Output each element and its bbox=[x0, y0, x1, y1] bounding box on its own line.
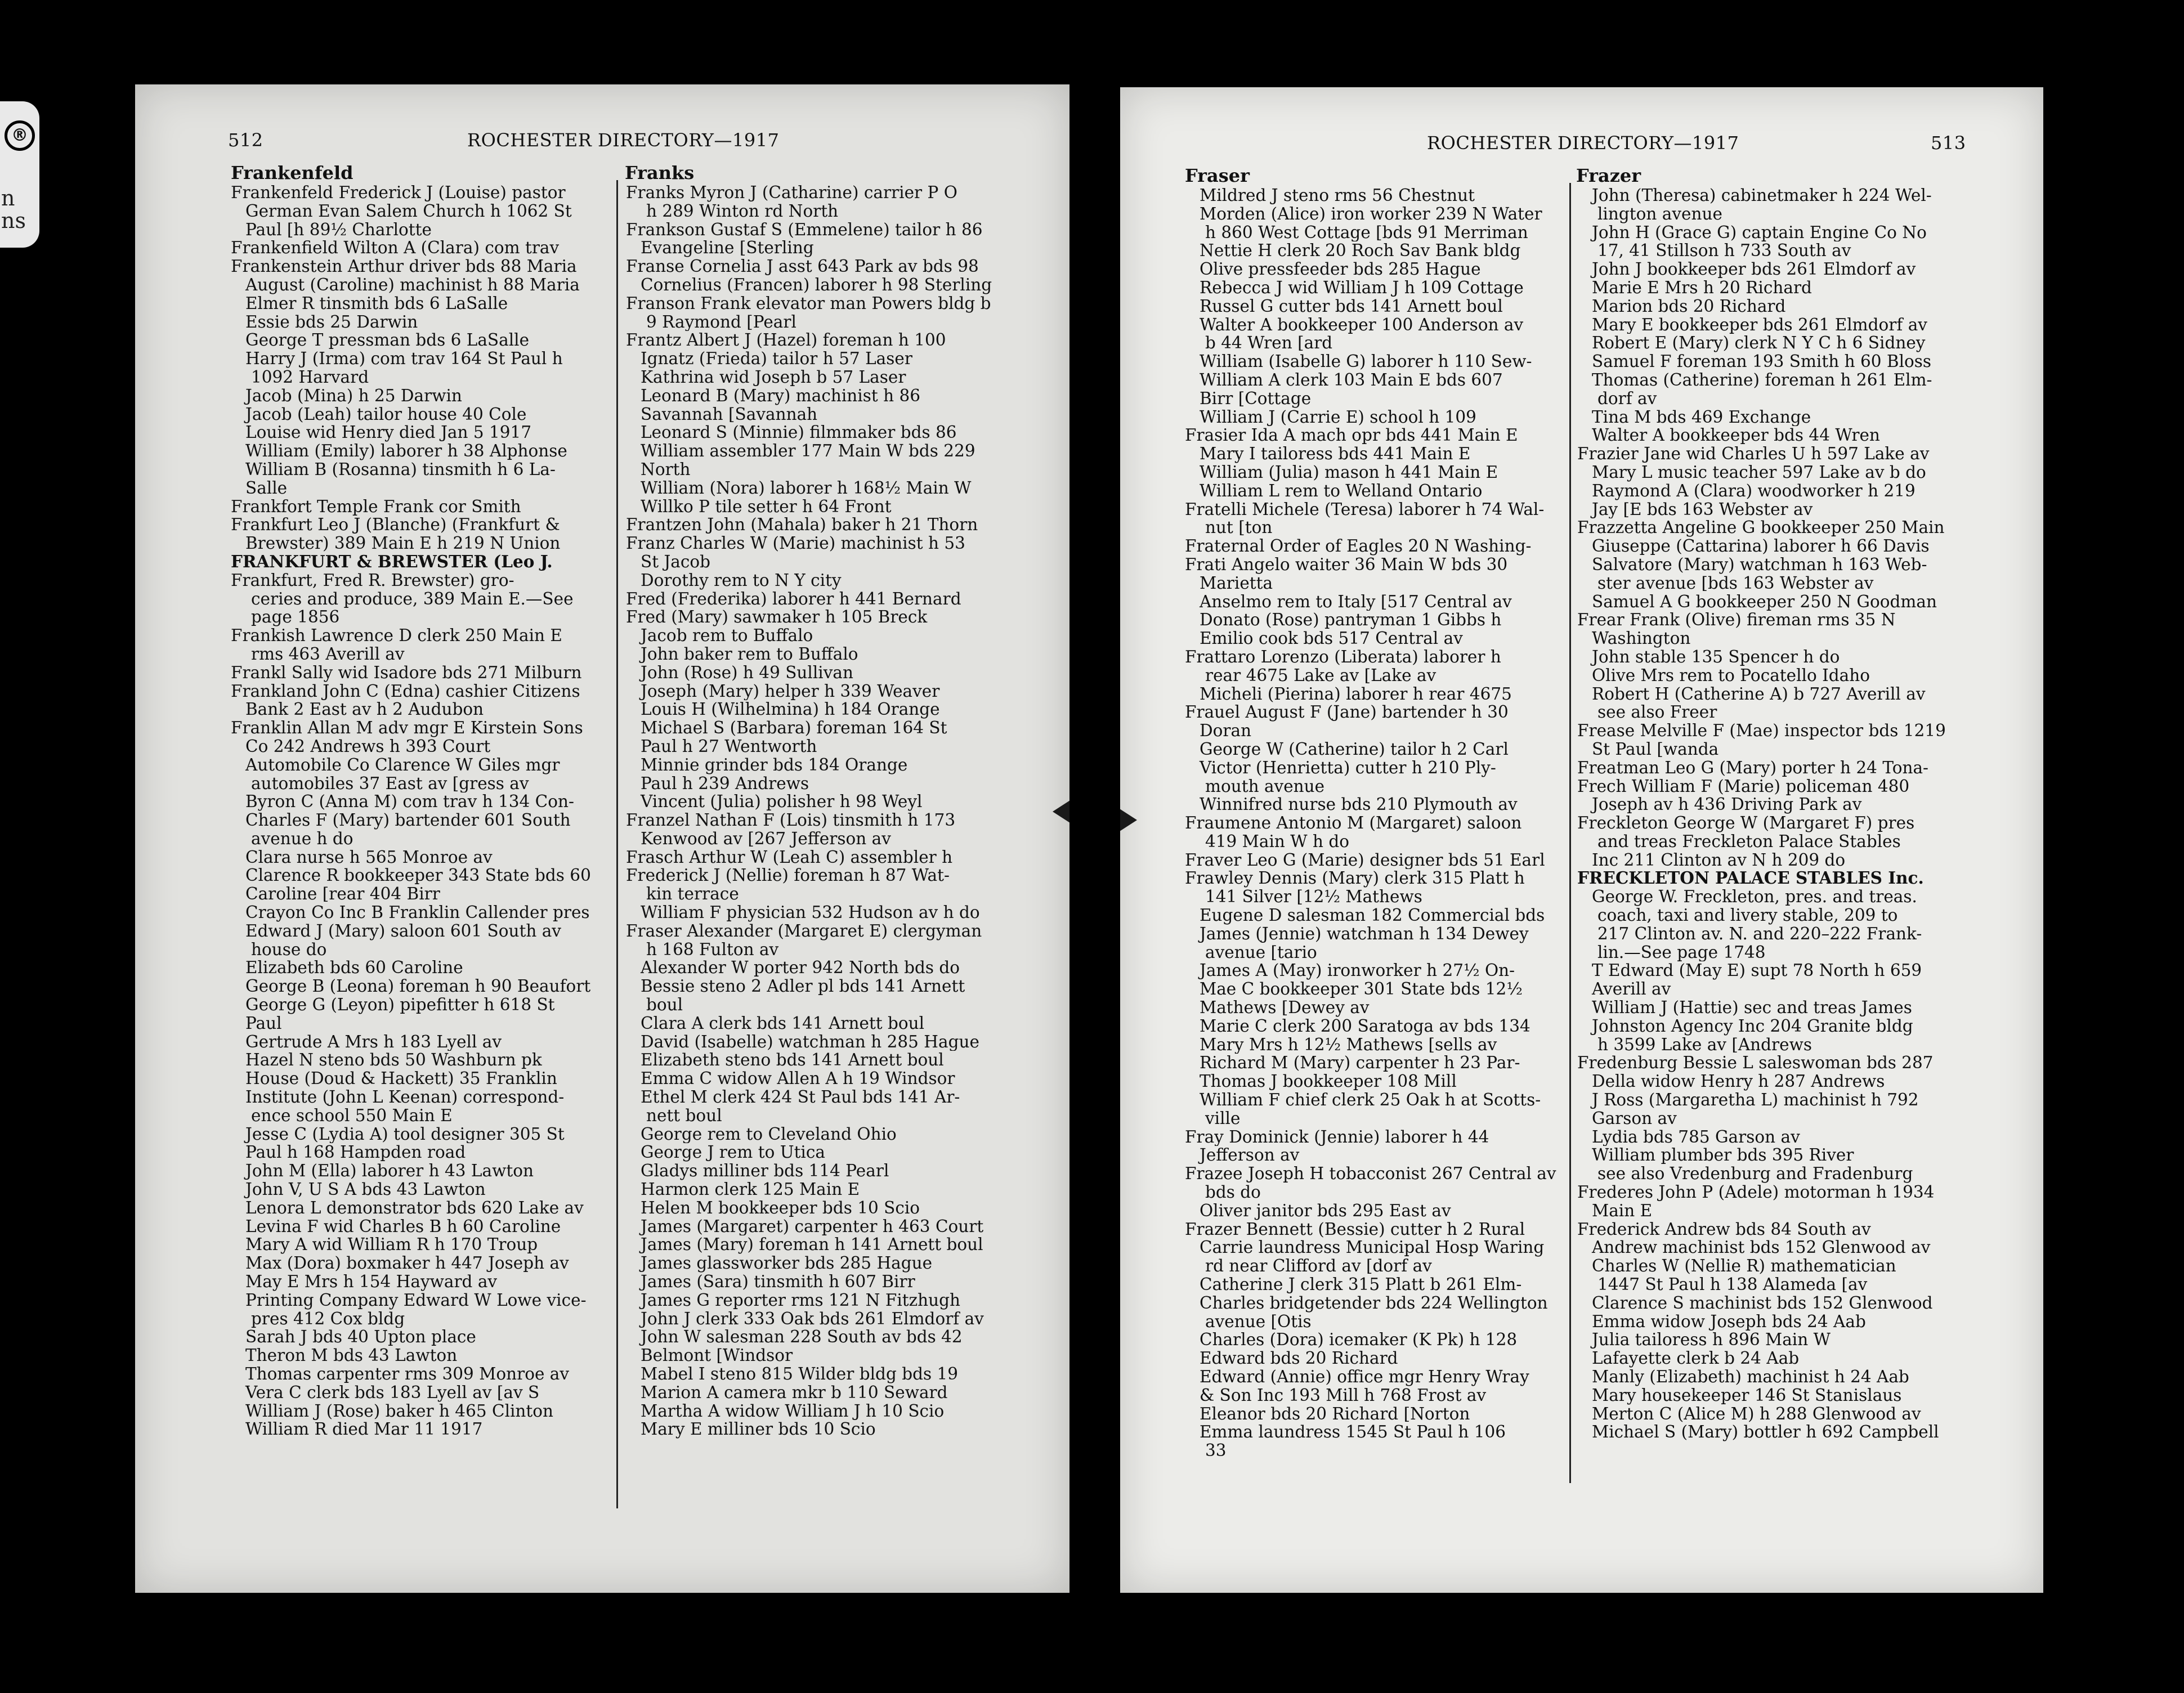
directory-entry: Franks Myron J (Catharine) carrier P O bbox=[626, 183, 957, 202]
directory-entry: David (Isabelle) watchman h 285 Hague bbox=[641, 1032, 979, 1051]
right-page bbox=[1120, 87, 2043, 1593]
directory-entry: Clara A clerk bds 141 Arnett boul bbox=[641, 1014, 925, 1033]
directory-entry: ville bbox=[1205, 1109, 1241, 1128]
directory-entry: Frankland John C (Edna) cashier Citizens bbox=[231, 682, 580, 701]
running-head: ROCHESTER DIRECTORY—1917 bbox=[467, 129, 780, 151]
directory-entry: Frankenstein Arthur driver bds 88 Maria bbox=[231, 257, 577, 276]
directory-entry: Paul [h 89½ Charlotte bbox=[245, 220, 432, 239]
directory-entry: h 3599 Lake av [Andrews bbox=[1597, 1035, 1812, 1054]
directory-entry: Joseph (Mary) helper h 339 Weaver bbox=[641, 682, 940, 701]
directory-entry: automobiles 37 East av [gress av bbox=[251, 774, 529, 793]
directory-entry: Frankson Gustaf S (Emmelene) tailor h 86 bbox=[626, 220, 983, 239]
directory-entry: Franklin Allan M adv mgr E Kirstein Sons bbox=[231, 719, 583, 737]
directory-entry: Frankenfield Wilton A (Clara) com trav bbox=[231, 239, 560, 258]
directory-entry: 419 Main W h do bbox=[1205, 832, 1350, 851]
directory-entry: William F physician 532 Hudson av h do bbox=[641, 903, 980, 922]
directory-entry: Frauel August F (Jane) bartender h 30 bbox=[1185, 703, 1509, 722]
directory-entry: avenue [Otis bbox=[1205, 1312, 1312, 1331]
directory-entry: Mary A wid William R h 170 Troup bbox=[245, 1235, 538, 1255]
directory-entry: Julia tailoress h 896 Main W bbox=[1592, 1331, 1831, 1350]
directory-entry: Catherine J clerk 315 Platt b 261 Elm- bbox=[1200, 1275, 1522, 1294]
directory-entry: Charles (Dora) icemaker (K Pk) h 128 bbox=[1200, 1331, 1518, 1350]
page-number: 513 bbox=[1931, 132, 1966, 154]
directory-entry: Frederick Andrew bds 84 South av bbox=[1577, 1220, 1871, 1239]
directory-entry: William J (Rose) baker h 465 Clinton bbox=[245, 1401, 554, 1421]
directory-entry: Marie C clerk 200 Saratoga av bds 134 bbox=[1200, 1016, 1530, 1036]
directory-entry: John V, U S A bds 43 Lawton bbox=[245, 1180, 486, 1199]
directory-entry: 217 Clinton av. N. and 220–222 Frank- bbox=[1597, 924, 1922, 943]
directory-entry: Lafayette clerk b 24 Aab bbox=[1592, 1349, 1800, 1368]
directory-entry: Frear Frank (Olive) fireman rms 35 N bbox=[1577, 611, 1896, 630]
directory-entry: Garson av bbox=[1592, 1109, 1677, 1128]
column-rule bbox=[616, 180, 618, 1508]
directory-entry: Donato (Rose) pantryman 1 Gibbs h bbox=[1200, 611, 1502, 630]
directory-entry: Eugene D salesman 182 Commercial bds bbox=[1200, 906, 1545, 925]
directory-entry: John (Rose) h 49 Sullivan bbox=[641, 663, 853, 682]
directory-entry: Tina M bds 469 Exchange bbox=[1592, 407, 1811, 427]
directory-entry: Belmont [Windsor bbox=[641, 1346, 793, 1365]
directory-entry: William F chief clerk 25 Oak h at Scotts- bbox=[1200, 1091, 1541, 1109]
directory-entry: Richard M (Mary) carpenter h 23 Par- bbox=[1200, 1054, 1520, 1073]
directory-entry: George T pressman bds 6 LaSalle bbox=[245, 331, 530, 350]
running-head: ROCHESTER DIRECTORY—1917 bbox=[1427, 132, 1739, 154]
directory-entry: Frantz Albert J (Hazel) foreman h 100 bbox=[626, 331, 946, 350]
directory-column bbox=[1185, 186, 1569, 1460]
directory-entry: rd near Clifford av [dorf av bbox=[1205, 1257, 1432, 1276]
directory-entry: Mildred J steno rms 56 Chestnut bbox=[1200, 186, 1475, 205]
directory-entry: Michael S (Barbara) foreman 164 St bbox=[641, 719, 947, 737]
directory-entry: Frasch Arthur W (Leah C) assembler h bbox=[626, 848, 953, 867]
directory-entry: William (Emily) laborer h 38 Alphonse bbox=[245, 442, 567, 460]
page-notch bbox=[1053, 799, 1069, 824]
directory-entry: Morden (Alice) iron worker 239 N Water bbox=[1200, 204, 1542, 223]
directory-entry: James (Mary) foreman h 141 Arnett boul bbox=[641, 1235, 983, 1255]
directory-entry: Marion bds 20 Richard bbox=[1592, 297, 1786, 316]
directory-entry: Doran bbox=[1200, 722, 1252, 740]
directory-entry: Jacob rem to Buffalo bbox=[641, 626, 813, 645]
directory-entry: John H (Grace G) captain Engine Co No bbox=[1592, 223, 1927, 242]
directory-entry: Caroline [rear 404 Birr bbox=[245, 885, 440, 904]
directory-entry: Frazer Bennett (Bessie) cutter h 2 Rural bbox=[1185, 1220, 1525, 1239]
directory-entry: Frazzetta Angeline G bookkeeper 250 Main bbox=[1577, 518, 1945, 538]
directory-entry: Gladys milliner bds 114 Pearl bbox=[641, 1162, 889, 1181]
directory-entry: James G reporter rms 121 N Fitzhugh bbox=[641, 1291, 961, 1310]
directory-entry: Frankfort Temple Frank cor Smith bbox=[231, 497, 521, 516]
directory-entry: Manly (Elizabeth) machinist h 24 Aab bbox=[1592, 1368, 1909, 1386]
directory-entry: Sarah J bds 40 Upton place bbox=[245, 1328, 476, 1347]
directory-entry: Paul h 168 Hampden road bbox=[245, 1143, 466, 1162]
directory-entry: Frattaro Lorenzo (Liberata) laborer h bbox=[1185, 647, 1501, 666]
directory-entry: James (Margaret) carpenter h 463 Court bbox=[641, 1217, 984, 1236]
directory-entry: William R died Mar 11 1917 bbox=[245, 1420, 483, 1439]
directory-entry: Merton C (Alice M) h 288 Glenwood av bbox=[1592, 1404, 1921, 1423]
directory-entry: Vera C clerk bds 183 Lyell av [av S bbox=[245, 1383, 540, 1402]
directory-entry: Frazee Joseph H tobacconist 267 Central av bbox=[1185, 1165, 1556, 1184]
directory-entry: May E Mrs h 154 Hayward av bbox=[245, 1273, 498, 1291]
directory-entry: Winnifred nurse bds 210 Plymouth av bbox=[1200, 795, 1518, 814]
directory-entry: North bbox=[641, 460, 691, 479]
directory-entry: Salle bbox=[245, 478, 288, 498]
column-head: Fraser bbox=[1185, 165, 1250, 186]
directory-entry: Clarence R bookkeeper 343 State bds 60 bbox=[245, 866, 591, 885]
directory-entry: Mary E bookkeeper bds 261 Elmdorf av bbox=[1592, 315, 1927, 334]
directory-entry: Marietta bbox=[1200, 574, 1273, 593]
directory-entry: Clarence S machinist bds 152 Glenwood bbox=[1592, 1293, 1933, 1313]
directory-entry: rear 4675 Lake av [Lake av bbox=[1205, 666, 1436, 685]
directory-entry: Jefferson av bbox=[1200, 1146, 1300, 1165]
directory-entry: Walter A bookkeeper 100 Anderson av bbox=[1200, 315, 1524, 334]
directory-entry: ster avenue [bds 163 Webster av bbox=[1597, 574, 1874, 593]
directory-entry: Gertrude A Mrs h 183 Lyell av bbox=[245, 1032, 502, 1051]
directory-entry: Frease Melville F (Mae) inspector bds 1219 bbox=[1577, 722, 1946, 740]
directory-entry: FRECKLETON PALACE STABLES Inc. bbox=[1577, 869, 1924, 888]
directory-entry: George W. Freckleton, pres. and treas. bbox=[1592, 888, 1917, 907]
directory-entry: Michael S (Mary) bottler h 692 Campbell bbox=[1592, 1423, 1939, 1442]
directory-entry: Rebecca J wid William J h 109 Cottage bbox=[1200, 278, 1524, 297]
directory-entry: Byron C (Anna M) com trav h 134 Con- bbox=[245, 792, 574, 812]
directory-entry: John baker rem to Buffalo bbox=[641, 644, 858, 664]
directory-entry: kin terrace bbox=[646, 885, 739, 904]
directory-entry: Jay [E bds 163 Webster av bbox=[1592, 500, 1813, 519]
directory-entry: Franzel Nathan F (Lois) tinsmith h 173 bbox=[626, 811, 956, 830]
directory-entry: 33 bbox=[1205, 1441, 1227, 1460]
directory-entry: Emilio cook bds 517 Central av bbox=[1200, 629, 1463, 648]
directory-entry: Lenora L demonstrator bds 620 Lake av bbox=[245, 1198, 584, 1217]
directory-entry: Franson Frank elevator man Powers bldg b bbox=[626, 294, 991, 313]
directory-entry: Robert H (Catherine A) b 727 Averill av bbox=[1592, 684, 1926, 704]
directory-entry: Essie bds 25 Darwin bbox=[245, 312, 418, 332]
directory-entry: John W salesman 228 South av bds 42 bbox=[641, 1328, 963, 1347]
directory-entry: h 168 Fulton av bbox=[646, 940, 779, 959]
directory-entry: Fred (Frederika) laborer h 441 Bernard bbox=[626, 589, 961, 608]
directory-entry: mouth avenue bbox=[1205, 777, 1325, 796]
directory-entry: Joseph av h 436 Driving Park av bbox=[1592, 795, 1862, 814]
directory-entry: William L rem to Welland Ontario bbox=[1200, 481, 1483, 500]
directory-entry: William A clerk 103 Main E bds 607 bbox=[1200, 370, 1503, 389]
directory-entry: August (Caroline) machinist h 88 Maria bbox=[245, 275, 580, 294]
directory-entry: Frankenfeld Frederick J (Louise) pastor bbox=[231, 183, 566, 202]
directory-entry: St Jacob bbox=[641, 552, 711, 571]
directory-entry: Frederes John P (Adele) motorman h 1934 bbox=[1577, 1183, 1935, 1202]
directory-entry: Edward bds 20 Richard bbox=[1200, 1349, 1398, 1368]
directory-entry: b 44 Wren [ard bbox=[1205, 334, 1333, 353]
directory-entry: Frankl Sally wid Isadore bds 271 Milburn bbox=[231, 663, 582, 682]
directory-entry: 141 Silver [12½ Mathews bbox=[1205, 888, 1422, 907]
directory-entry: Frankfurt Leo J (Blanche) (Frankfurt & bbox=[231, 516, 560, 535]
directory-entry: James A (May) ironworker h 27½ On- bbox=[1200, 961, 1515, 980]
directory-entry: Printing Company Edward W Lowe vice- bbox=[245, 1291, 587, 1310]
directory-entry: Charles F (Mary) bartender 601 South bbox=[245, 811, 571, 830]
directory-entry: Olive pressfeeder bds 285 Hague bbox=[1200, 260, 1481, 279]
directory-entry: Edward J (Mary) saloon 601 South av bbox=[245, 921, 561, 940]
directory-entry: Thomas (Catherine) foreman h 261 Elm- bbox=[1592, 370, 1932, 389]
directory-entry: William J (Hattie) sec and treas James bbox=[1592, 998, 1912, 1017]
directory-entry: Paul bbox=[245, 1014, 282, 1033]
directory-entry: William (Julia) mason h 441 Main E bbox=[1200, 463, 1498, 482]
directory-entry: Frawley Dennis (Mary) clerk 315 Platt h bbox=[1185, 869, 1525, 888]
directory-entry: Kathrina wid Joseph b 57 Laser bbox=[641, 368, 906, 387]
directory-entry: T Edward (May E) supt 78 North h 659 bbox=[1592, 961, 1922, 980]
directory-entry: Fredenburg Bessie L saleswoman bds 287 bbox=[1577, 1054, 1934, 1073]
directory-entry: Crayon Co Inc B Franklin Callender pres bbox=[245, 903, 590, 922]
directory-entry: 17, 41 Stillson h 733 South av bbox=[1597, 241, 1851, 261]
directory-column bbox=[231, 183, 614, 1439]
directory-entry: Bank 2 East av h 2 Audubon bbox=[245, 700, 484, 719]
directory-entry: John J clerk 333 Oak bds 261 Elmdorf av bbox=[641, 1309, 984, 1328]
directory-entry: Louis H (Wilhelmina) h 184 Orange bbox=[641, 700, 940, 719]
directory-entry: rms 463 Averill av bbox=[251, 644, 405, 664]
directory-entry: avenue [tario bbox=[1205, 943, 1317, 962]
directory-entry: Emma laundress 1545 St Paul h 106 bbox=[1200, 1423, 1506, 1442]
directory-entry: William (Nora) laborer h 168½ Main W bbox=[641, 478, 972, 498]
directory-entry: Marion A camera mkr b 110 Seward bbox=[641, 1383, 948, 1402]
directory-entry: nut [ton bbox=[1205, 518, 1273, 538]
directory-entry: John J bookkeeper bds 261 Elmdorf av bbox=[1592, 260, 1916, 279]
directory-entry: Frazier Jane wid Charles U h 597 Lake av bbox=[1577, 445, 1930, 463]
column-head: Franks bbox=[625, 162, 695, 183]
directory-entry: Brewster) 389 Main E h 219 N Union bbox=[245, 534, 561, 553]
directory-entry: Cornelius (Francen) laborer h 98 Sterling bbox=[641, 275, 992, 294]
directory-entry: Carrie laundress Municipal Hosp Waring bbox=[1200, 1238, 1545, 1257]
directory-entry: George W (Catherine) tailor h 2 Carl bbox=[1200, 740, 1509, 759]
directory-entry: Harry J (Irma) com trav 164 St Paul h bbox=[245, 350, 563, 368]
directory-entry: Olive Mrs rem to Pocatello Idaho bbox=[1592, 666, 1870, 685]
directory-entry: boul bbox=[646, 996, 683, 1014]
directory-entry: see also Freer bbox=[1597, 703, 1717, 722]
left-page bbox=[135, 84, 1069, 1593]
directory-entry: Institute (John L Keenan) correspond- bbox=[245, 1088, 565, 1107]
directory-entry: Thomas carpenter rms 309 Monroe av bbox=[245, 1365, 570, 1383]
directory-entry: Ignatz (Frieda) tailor h 57 Laser bbox=[641, 350, 912, 368]
directory-entry: house do bbox=[251, 940, 327, 959]
directory-entry: and treas Freckleton Palace Stables bbox=[1597, 832, 1901, 851]
directory-entry: Averill av bbox=[1592, 980, 1671, 999]
directory-entry: Frantzen John (Mahala) baker h 21 Thorn bbox=[626, 516, 978, 535]
directory-entry: Elizabeth steno bds 141 Arnett boul bbox=[641, 1051, 944, 1070]
directory-entry: Samuel F foreman 193 Smith h 60 Bloss bbox=[1592, 352, 1932, 371]
tab-fragment-2: ns bbox=[1, 208, 26, 233]
directory-entry: Emma C widow Allen A h 19 Windsor bbox=[641, 1069, 955, 1089]
directory-entry: William assembler 177 Main W bds 229 bbox=[641, 442, 975, 460]
directory-entry: John stable 135 Spencer h do bbox=[1592, 647, 1840, 666]
directory-entry: Anselmo rem to Italy [517 Central av bbox=[1200, 592, 1512, 611]
directory-entry: George G (Leyon) pipefitter h 618 St bbox=[245, 996, 555, 1014]
directory-entry: h 289 Winton rd North bbox=[646, 201, 839, 221]
directory-entry: Elizabeth bds 60 Caroline bbox=[245, 959, 463, 978]
directory-entry: Franse Cornelia J asst 643 Park av bds 98 bbox=[626, 257, 979, 276]
directory-entry: 1092 Harvard bbox=[251, 368, 369, 387]
directory-entry: ence school 550 Main E bbox=[251, 1106, 453, 1125]
directory-entry: lin.—See page 1748 bbox=[1597, 943, 1766, 962]
directory-entry: Frankish Lawrence D clerk 250 Main E bbox=[231, 626, 562, 645]
directory-entry: William (Isabelle G) laborer h 110 Sew- bbox=[1200, 352, 1532, 371]
directory-entry: Theron M bds 43 Lawton bbox=[245, 1346, 458, 1365]
directory-entry: Mary housekeeper 146 St Stanislaus bbox=[1592, 1386, 1902, 1405]
directory-entry: George J rem to Utica bbox=[641, 1143, 825, 1162]
directory-entry: Frati Angelo waiter 36 Main W bds 30 bbox=[1185, 555, 1508, 574]
directory-entry: William B (Rosanna) tinsmith h 6 La- bbox=[245, 460, 556, 479]
directory-entry: Fray Dominick (Jennie) laborer h 44 bbox=[1185, 1127, 1489, 1146]
directory-entry: Frederick J (Nellie) foreman h 87 Wat- bbox=[626, 866, 950, 885]
directory-entry: J Ross (Margaretha L) machinist h 792 bbox=[1592, 1091, 1919, 1109]
directory-entry: Mathews [Dewey av bbox=[1200, 998, 1370, 1017]
directory-entry: lington avenue bbox=[1597, 204, 1722, 223]
directory-entry: John (Theresa) cabinetmaker h 224 Wel- bbox=[1592, 186, 1932, 205]
directory-entry: Walter A bookkeeper bds 44 Wren bbox=[1592, 426, 1880, 445]
directory-entry: Co 242 Andrews h 393 Court bbox=[245, 737, 491, 756]
directory-entry: George rem to Cleveland Ohio bbox=[641, 1125, 897, 1144]
directory-entry: pres 412 Cox bldg bbox=[251, 1309, 405, 1328]
directory-entry: George B (Leona) foreman h 90 Beaufort bbox=[245, 977, 591, 996]
directory-entry: Dorothy rem to N Y city bbox=[641, 571, 842, 590]
directory-entry: Ethel M clerk 424 St Paul bds 141 Ar- bbox=[641, 1088, 960, 1107]
directory-entry: Washington bbox=[1592, 629, 1691, 648]
directory-entry: Automobile Co Clarence W Giles mgr bbox=[245, 755, 560, 774]
directory-entry: Birr [Cottage bbox=[1200, 389, 1312, 408]
directory-entry: Kenwood av [267 Jefferson av bbox=[641, 829, 891, 848]
column-head: Frazer bbox=[1576, 165, 1641, 186]
page-number: 512 bbox=[228, 129, 263, 151]
directory-entry: Andrew machinist bds 152 Glenwood av bbox=[1592, 1238, 1931, 1257]
directory-entry: Louise wid Henry died Jan 5 1917 bbox=[245, 423, 532, 442]
directory-column bbox=[626, 183, 1020, 1439]
directory-entry: Giuseppe (Cattarina) laborer h 66 Davis bbox=[1592, 537, 1930, 556]
directory-entry: Mabel I steno 815 Wilder bldg bds 19 bbox=[641, 1365, 959, 1383]
directory-entry: Elmer R tinsmith bds 6 LaSalle bbox=[245, 294, 508, 313]
directory-entry: nett boul bbox=[646, 1106, 722, 1125]
directory-entry: Thomas J bookkeeper 108 Mill bbox=[1200, 1072, 1457, 1091]
directory-entry: Jesse C (Lydia A) tool designer 305 St bbox=[245, 1125, 565, 1144]
directory-entry: Leonard B (Mary) machinist h 86 bbox=[641, 386, 921, 405]
directory-entry: Russel G cutter bds 141 Arnett boul bbox=[1200, 297, 1503, 316]
directory-entry: Minnie grinder bds 184 Orange bbox=[641, 755, 908, 774]
directory-entry: St Paul [wanda bbox=[1592, 740, 1719, 759]
directory-entry: Mary L music teacher 597 Lake av b do bbox=[1592, 463, 1926, 482]
directory-entry: German Evan Salem Church h 1062 St bbox=[245, 201, 572, 221]
directory-entry: Marie E Mrs h 20 Richard bbox=[1592, 278, 1812, 297]
directory-entry: William J (Carrie E) school h 109 bbox=[1200, 407, 1476, 427]
directory-entry: Edward (Annie) office mgr Henry Wray bbox=[1200, 1368, 1529, 1386]
directory-entry: coach, taxi and livery stable, 209 to bbox=[1597, 906, 1898, 925]
directory-entry: John M (Ella) laborer h 43 Lawton bbox=[245, 1162, 534, 1181]
directory-entry: Martha A widow William J h 10 Scio bbox=[641, 1401, 945, 1421]
column-rule bbox=[1569, 183, 1571, 1483]
directory-entry: Samuel A G bookkeeper 250 N Goodman bbox=[1592, 592, 1937, 611]
directory-entry: Main E bbox=[1592, 1201, 1653, 1220]
directory-entry: Mary Mrs h 12½ Mathews [sells av bbox=[1200, 1035, 1497, 1054]
directory-entry: Evangeline [Sterling bbox=[641, 239, 814, 258]
directory-entry: Harmon clerk 125 Main E bbox=[641, 1180, 860, 1199]
directory-entry: Fred (Mary) sawmaker h 105 Breck bbox=[626, 608, 928, 627]
directory-entry: Raymond A (Clara) woodworker h 219 bbox=[1592, 481, 1916, 500]
directory-entry: James (Jennie) watchman h 134 Dewey bbox=[1200, 924, 1529, 943]
directory-entry: Emma widow Joseph bds 24 Aab bbox=[1592, 1312, 1866, 1331]
directory-entry: Freckleton George W (Margaret F) pres bbox=[1577, 814, 1915, 832]
directory-entry: Franz Charles W (Marie) machinist h 53 bbox=[626, 534, 965, 553]
directory-entry: FRANKFURT & BREWSTER (Leo J. bbox=[231, 552, 553, 571]
directory-entry: Clara nurse h 565 Monroe av bbox=[245, 848, 493, 867]
directory-entry: Jacob (Leah) tailor house 40 Cole bbox=[245, 405, 527, 424]
side-tab bbox=[0, 101, 39, 248]
directory-entry: Fraumene Antonio M (Margaret) saloon bbox=[1185, 814, 1522, 832]
directory-entry: Charles bridgetender bds 224 Wellington bbox=[1200, 1293, 1548, 1313]
directory-entry: Charles W (Nellie R) mathematician bbox=[1592, 1257, 1896, 1276]
directory-entry: Freatman Leo G (Mary) porter h 24 Tona- bbox=[1577, 758, 1929, 777]
directory-entry: 1447 St Paul h 138 Alameda [av bbox=[1597, 1275, 1868, 1294]
directory-entry: avenue h do bbox=[251, 829, 353, 848]
directory-entry: bds do bbox=[1205, 1183, 1261, 1202]
directory-entry: Victor (Henrietta) cutter h 210 Ply- bbox=[1200, 758, 1496, 777]
directory-entry: Frech William F (Marie) policeman 480 bbox=[1577, 777, 1910, 796]
directory-entry: page 1856 bbox=[251, 608, 340, 627]
directory-entry: Micheli (Pierina) laborer h rear 4675 bbox=[1200, 684, 1512, 704]
directory-entry: Fraver Leo G (Marie) designer bds 51 Earl bbox=[1185, 850, 1545, 870]
directory-entry: Della widow Henry h 287 Andrews bbox=[1592, 1072, 1885, 1091]
directory-entry: Vincent (Julia) polisher h 98 Weyl bbox=[641, 792, 923, 812]
page-notch bbox=[1120, 808, 1137, 832]
directory-entry: Savannah [Savannah bbox=[641, 405, 818, 424]
directory-entry: Bessie steno 2 Adler pl bds 141 Arnett bbox=[641, 977, 965, 996]
directory-entry: Helen M bookkeeper bds 10 Scio bbox=[641, 1198, 920, 1217]
directory-entry: Willko P tile setter h 64 Front bbox=[641, 497, 892, 516]
directory-entry: Robert E (Mary) clerk N Y C h 6 Sidney bbox=[1592, 334, 1926, 353]
directory-entry: see also Vredenburg and Fradenburg bbox=[1597, 1165, 1913, 1184]
column-head: Frankenfeld bbox=[231, 162, 353, 183]
directory-entry: House (Doud & Hackett) 35 Franklin bbox=[245, 1069, 557, 1089]
directory-entry: Jacob (Mina) h 25 Darwin bbox=[245, 386, 462, 405]
directory-entry: Frankfurt, Fred R. Brewster) gro- bbox=[231, 571, 514, 590]
directory-entry: Max (Dora) boxmaker h 447 Joseph av bbox=[245, 1254, 569, 1273]
directory-entry: Fratelli Michele (Teresa) laborer h 74 Wal- bbox=[1185, 500, 1545, 519]
directory-entry: 9 Raymond [Pearl bbox=[646, 312, 796, 332]
directory-entry: Eleanor bds 20 Richard [Norton bbox=[1200, 1404, 1470, 1423]
directory-entry: & Son Inc 193 Mill h 768 Frost av bbox=[1200, 1386, 1487, 1405]
directory-entry: Paul h 239 Andrews bbox=[641, 774, 809, 793]
directory-entry: Paul h 27 Wentworth bbox=[641, 737, 817, 756]
registered-mark: ® bbox=[5, 120, 35, 151]
directory-entry: Frasier Ida A mach opr bds 441 Main E bbox=[1185, 426, 1518, 445]
directory-entry: ceries and produce, 389 Main E.—See bbox=[251, 589, 574, 608]
directory-entry: Fraternal Order of Eagles 20 N Washing- bbox=[1185, 537, 1532, 556]
directory-entry: Mae C bookkeeper 301 State bds 12½ bbox=[1200, 980, 1523, 999]
tab-fragment-1: n bbox=[1, 186, 15, 210]
directory-entry: Salvatore (Mary) watchman h 163 Web- bbox=[1592, 555, 1927, 574]
directory-entry: Levina F wid Charles B h 60 Caroline bbox=[245, 1217, 561, 1236]
directory-entry: Fraser Alexander (Margaret E) clergyman bbox=[626, 921, 982, 940]
directory-entry: dorf av bbox=[1597, 389, 1657, 408]
directory-entry: h 860 West Cottage [bds 91 Merriman bbox=[1205, 223, 1528, 242]
directory-entry: Lydia bds 785 Garson av bbox=[1592, 1127, 1800, 1146]
directory-entry: Inc 211 Clinton av N h 209 do bbox=[1592, 850, 1846, 870]
directory-entry: Mary I tailoress bds 441 Main E bbox=[1200, 445, 1471, 463]
directory-entry: Nettie H clerk 20 Roch Sav Bank bldg bbox=[1200, 241, 1521, 261]
directory-entry: William plumber bds 395 River bbox=[1592, 1146, 1854, 1165]
directory-entry: Oliver janitor bds 295 East av bbox=[1200, 1201, 1451, 1220]
directory-column bbox=[1577, 186, 1971, 1441]
directory-entry: James (Sara) tinsmith h 607 Birr bbox=[641, 1273, 915, 1291]
directory-entry: Leonard S (Minnie) filmmaker bds 86 bbox=[641, 423, 957, 442]
directory-entry: James glassworker bds 285 Hague bbox=[641, 1254, 933, 1273]
directory-entry: Hazel N steno bds 50 Washburn pk bbox=[245, 1051, 542, 1070]
directory-entry: Alexander W porter 942 North bds do bbox=[641, 959, 960, 978]
directory-entry: Johnston Agency Inc 204 Granite bldg bbox=[1592, 1016, 1913, 1036]
directory-entry: Mary E milliner bds 10 Scio bbox=[641, 1420, 876, 1439]
